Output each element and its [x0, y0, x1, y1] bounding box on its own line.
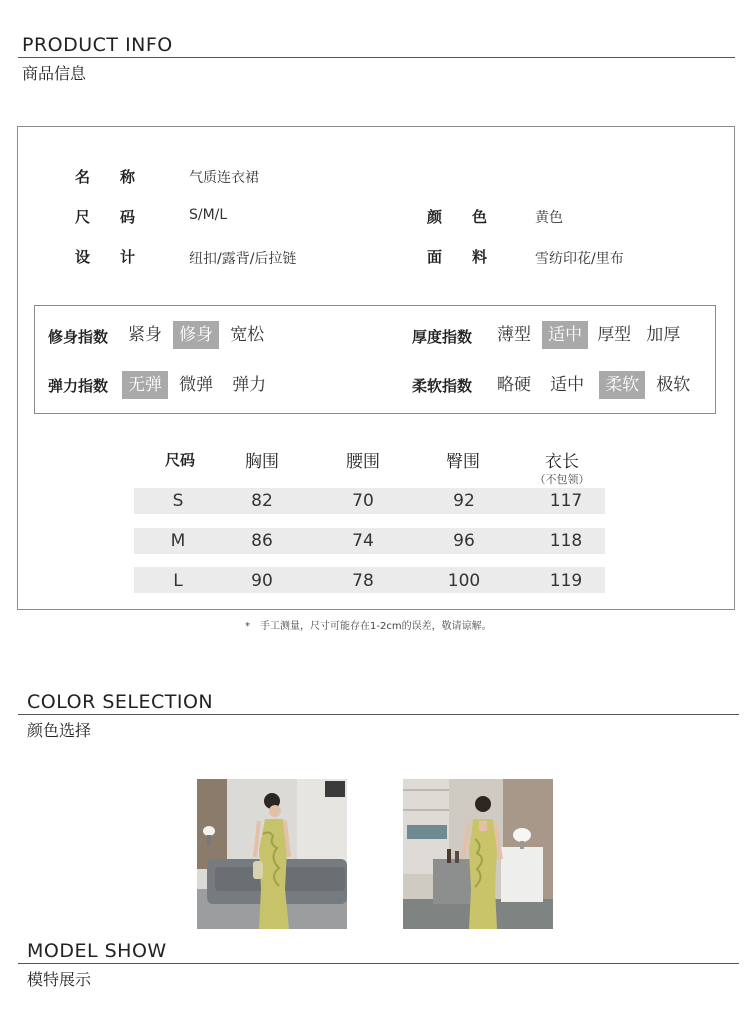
- table-cell: 100: [447, 571, 481, 591]
- size-table-header: 臀围: [446, 452, 480, 472]
- fit-index-options: [128, 321, 264, 349]
- thickness-index-label: 厚度指数: [412, 328, 473, 346]
- table-cell: 92: [453, 491, 475, 511]
- size-label: 尺 码: [75, 208, 136, 226]
- fabric-value: 雪纺印花/里布: [535, 251, 624, 267]
- softness-option: 略硬: [497, 375, 531, 395]
- thickness-option: 加厚: [646, 325, 681, 345]
- softness-index-label: 柔软指数: [412, 377, 473, 395]
- section-divider: [18, 57, 735, 58]
- table-cell: 74: [352, 531, 374, 551]
- model-photo-front[interactable]: [197, 779, 347, 929]
- stretch-option: 微弹: [179, 375, 214, 395]
- table-cell: M: [170, 531, 186, 551]
- measurement-note: * 手工测量，尺寸可能存在1-2cm的误差，敬请谅解。: [245, 621, 492, 632]
- fit-index-label: 修身指数: [48, 328, 109, 346]
- size-table-header: 胸围: [245, 452, 279, 472]
- table-cell: 118: [549, 531, 583, 551]
- fabric-label: 面 料: [427, 248, 488, 266]
- fit-option-selected: 修身: [173, 321, 219, 349]
- size-table-header: 尺码: [164, 451, 195, 469]
- size-table-header: 腰围: [346, 452, 380, 472]
- color-value: 黄色: [535, 210, 563, 226]
- fit-option: 宽松: [230, 325, 265, 345]
- model-show-title-en: MODEL SHOW: [27, 940, 167, 962]
- model-show-title-cn: 模特展示: [27, 970, 92, 989]
- model-front-image: [197, 779, 347, 929]
- table-cell: 78: [352, 571, 374, 591]
- size-value: S/M/L: [189, 207, 228, 223]
- stretch-index-options: [122, 371, 266, 399]
- stretch-index-label: 弹力指数: [48, 377, 109, 395]
- stretch-option: 弹力: [232, 375, 267, 395]
- design-label: 设 计: [75, 248, 136, 266]
- name-label: 名 称: [75, 168, 136, 186]
- model-back-image: [403, 779, 553, 929]
- product-info-title-cn: 商品信息: [22, 64, 87, 83]
- model-photo-back[interactable]: [403, 779, 553, 929]
- table-cell: 86: [251, 531, 273, 551]
- table-cell: 90: [251, 571, 273, 591]
- table-cell: L: [173, 571, 183, 591]
- table-cell: S: [172, 491, 184, 511]
- thickness-option: 薄型: [497, 325, 531, 345]
- size-table-header-note: （不包领）: [534, 473, 590, 486]
- table-cell: 82: [251, 491, 273, 511]
- color-selection-title-en: COLOR SELECTION: [27, 691, 214, 713]
- stretch-option-selected: 无弹: [122, 371, 168, 399]
- design-value: 纽扣/露背/后拉链: [189, 251, 297, 267]
- softness-index-options: [497, 371, 690, 399]
- product-info-title-en: PRODUCT INFO: [22, 34, 173, 56]
- thickness-option-selected: 适中: [542, 321, 588, 349]
- table-cell: 70: [352, 491, 374, 511]
- table-cell: 119: [549, 571, 583, 591]
- color-selection-title-cn: 颜色选择: [27, 721, 92, 740]
- softness-option-selected: 柔软: [599, 371, 645, 399]
- size-table-header: 衣长: [545, 452, 579, 472]
- thickness-index-options: [497, 321, 680, 349]
- softness-option: 适中: [550, 375, 585, 395]
- name-value: 气质连衣裙: [189, 170, 259, 186]
- section-divider: [18, 963, 739, 964]
- table-cell: 96: [453, 531, 475, 551]
- section-divider: [18, 714, 739, 715]
- color-label: 颜 色: [427, 208, 488, 226]
- thickness-option: 厚型: [597, 325, 632, 345]
- fit-option: 紧身: [128, 325, 162, 345]
- softness-option: 极软: [656, 375, 691, 395]
- table-cell: 117: [549, 491, 583, 511]
